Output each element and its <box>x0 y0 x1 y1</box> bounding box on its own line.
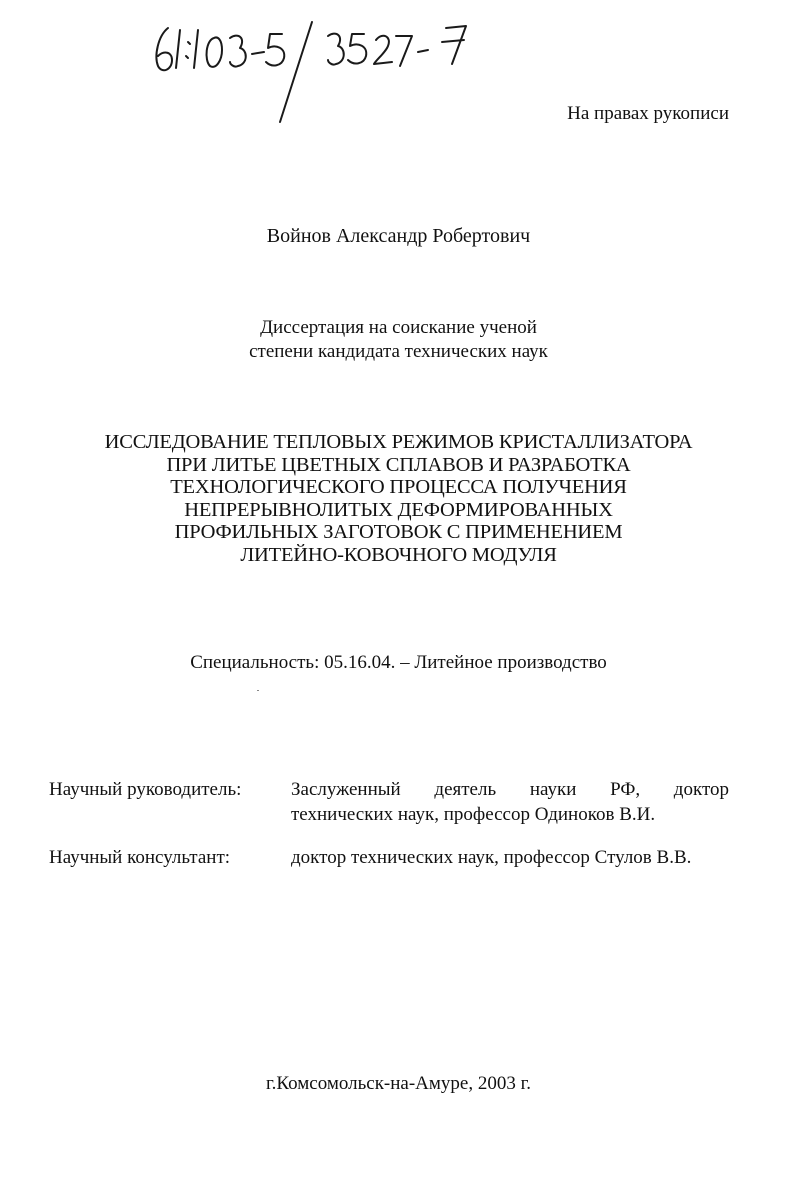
title-line: ЛИТЕЙНО-КОВОЧНОГО МОДУЛЯ <box>240 543 557 566</box>
specialty-line: Специальность: 05.16.04. – Литейное производство <box>190 652 607 673</box>
scientific-consultant-label: Научный консультант: <box>49 847 231 868</box>
handwritten-archive-stamp <box>140 8 500 128</box>
handwritten-stamp-drawing <box>140 8 500 128</box>
scientific-advisor-label: Научный руководитель: <box>49 779 242 800</box>
degree-line-1: Диссертация на соискание ученой <box>260 317 537 338</box>
degree-line-2: степени кандидата технических наук <box>249 341 548 362</box>
dissertation-title <box>60 431 737 566</box>
place-and-year: г.Комсомольск-на-Амуре, 2003 г. <box>265 1073 532 1094</box>
author-name: Войнов Александр Робертович <box>266 225 531 247</box>
degree-statement <box>0 316 797 364</box>
scientific-advisor-value-line-1: Заслуженный деятель науки РФ, доктор <box>291 779 729 800</box>
title-line: НЕПРЕРЫВНОЛИТЫХ ДЕФОРМИРОВАННЫХ <box>184 498 613 521</box>
scientific-consultant-value: доктор технических наук, профессор Стулов В.В. <box>291 847 692 868</box>
rights-notice: На правах рукописи <box>567 103 729 124</box>
title-line: ПРИ ЛИТЬЕ ЦВЕТНЫХ СПЛАВОВ И РАЗРАБОТКА <box>166 453 631 476</box>
title-line: ТЕХНОЛОГИЧЕСКОГО ПРОЦЕССА ПОЛУЧЕНИЯ <box>170 476 627 498</box>
scan-speck <box>257 690 259 691</box>
scientific-advisor-value <box>291 777 729 827</box>
title-line: ПРОФИЛЬНЫХ ЗАГОТОВОК С ПРИМЕНЕНИЕМ <box>174 521 623 543</box>
scientific-advisor-value-line-2: технических наук, профессор Одиноков В.И. <box>291 804 656 825</box>
title-line: ИССЛЕДОВАНИЕ ТЕПЛОВЫХ РЕЖИМОВ КРИСТАЛЛИЗАТОРА <box>104 431 693 453</box>
